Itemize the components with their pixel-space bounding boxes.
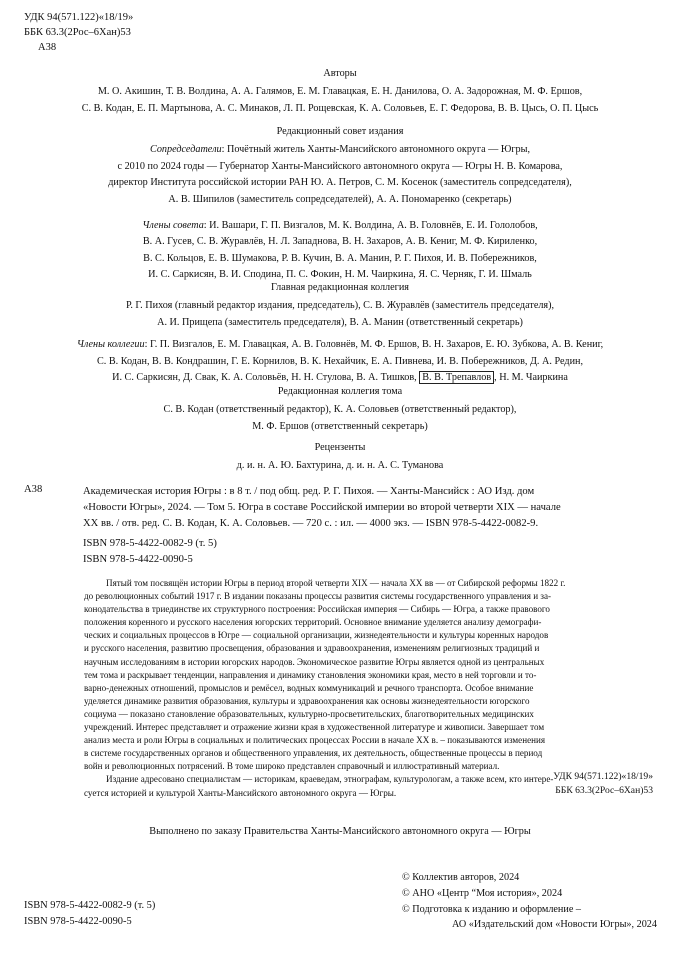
isbn-line: ISBN 978-5-4422-0082-9 (т. 5): [24, 900, 156, 911]
bibliography-line: XX вв. / отв. ред. С. В. Кодан, К. А. Соловьев. — 720 с. : ил. — 4000 экз. — ISBN 978-5-4422-0082-9.: [83, 518, 539, 529]
abstract-line: и русского населения, развитию просвещения, образования и здравоохранения, изменениям религиозных традиций и: [84, 643, 540, 654]
abstract-line: конодательства в триединстве их структурного построения: Российская империя — Сибирь — Югра, а также правового: [84, 604, 550, 615]
abstract-line: Пятый том посвящён истории Югры в период второй четверти XIX — начала XX вв — от Сибирской реформы 1822 г.: [106, 578, 566, 588]
isbn-line: ISBN 978-5-4422-0090-5: [83, 554, 193, 565]
main-board-section: [40, 280, 640, 386]
abstract-line: социума — показано становление образовательных, культурно-просветительских, благотворительных медицинских: [84, 708, 534, 719]
cochairs-label: Сопредседатели: [149, 144, 222, 156]
editorial-council-section: [40, 124, 640, 284]
abstract-line: в системе государственных органов и общественного управления, их деятельность, общественные процессы в период: [84, 748, 543, 759]
board-members-label: Члены коллегии: [76, 339, 145, 351]
cochairs-text: : Почётный житель Ханты-Мансийского автономного округа — Югры,: [221, 144, 531, 156]
bbk-code: ББК 63.3(2Рос–6Хан)53: [24, 27, 131, 38]
main-board-line: Р. Г. Пихоя (главный редактор издания, председатель), С. В. Журавлёв (заместитель председателя),: [125, 300, 555, 312]
abstract-line: научным исследованиям в истории югорских народов. Экономическое развитие Югры является одной из центральных: [84, 656, 545, 667]
reviewers-line: д. и. н. А. Ю. Бахтурина, д. и. н. А. С. Туманова: [236, 460, 444, 472]
council-members-line: [40, 218, 640, 234]
volume-board-line: М. Ф. Ершов (ответственный секретарь): [252, 420, 428, 432]
cochairs-line: директор Института российской истории РАН Ю. А. Петров, С. М. Косенок (заместитель сопредседателя),: [108, 177, 572, 189]
abstract: [84, 577, 656, 800]
copyright-line: © Коллектив авторов, 2024: [402, 872, 520, 883]
board-members-text: И. С. Саркисян, Д. Свак, К. А. Соловьёв, Н. Н. Стулова, В. А. Тишков,: [112, 372, 420, 384]
board-members-text: , Н. М. Чаиркина: [494, 372, 568, 384]
editorial-council-heading: Редакционный совет издания: [276, 126, 404, 137]
commission-note: Выполнено по заказу Правительства Ханты-Мансийского автономного округа — Югры: [149, 826, 531, 837]
abstract-line: варно-денежных отношений, промыслов и ремёсел, водных коммуникаций и речного транспорта. Особое внимание: [84, 682, 534, 693]
council-members-line: В. С. Кольцов, Е. В. Шумакова, Р. В. Кучин, В. А. Манин, Р. Г. Пихоя, И. В. Побережников,: [143, 252, 537, 264]
authors-heading: Авторы: [323, 68, 357, 79]
copyright-line: АО «Издательский дом «Новости Югры», 2024: [452, 919, 657, 931]
council-members-line: И. С. Саркисян, В. И. Сподина, П. С. Фокин, Н. М. Чаиркина, Я. С. Черняк, Г. И. Шмаль: [148, 269, 532, 281]
reviewers-heading: Рецензенты: [314, 442, 366, 453]
abstract-line: войн и революционных потрясений. В томе широко представлен справочный и иллюстративный материал.: [84, 761, 500, 772]
abstract-line: ческих и социальных процессов в Югре — социальной организации, жизнедеятельности и культуры коренных народов: [84, 630, 549, 641]
audience-line: суется историей и культурой Ханты-Мансийского автономного округа — Югры.: [84, 787, 397, 798]
council-members-text: : И. Вашари, Г. П. Визгалов, М. К. Волдина, А. В. Головнёв, Е. И. Гололобов,: [203, 220, 538, 232]
council-members-line: В. А. Гусев, С. В. Журавлёв, Н. Л. Западнова, В. Н. Захаров, А. В. Кениг, М. Ф. Кириленко,: [142, 236, 538, 248]
council-members-label: Члены совета: [142, 220, 204, 232]
highlighted-name: В. В. Трепавлов: [419, 371, 494, 384]
bibliography-line: Академическая история Югры : в 8 т. / под общ. ред. Р. Г. Пихоя. — Ханты-Мансийск : АО Изд. дом: [83, 486, 535, 497]
authors-line: М. О. Акишин, Т. В. Волдина, А. А. Галямов, Е. М. Главацкая, Е. Н. Данилова, О. А. Задорожная, М. Ф. Ершов,: [97, 86, 583, 98]
volume-board-line: С. В. Кодан (ответственный редактор), К. А. Соловьев (ответственный редактор),: [163, 404, 517, 416]
volume-board-heading: Редакционная коллегия тома: [277, 386, 403, 397]
volume-board-section: [40, 384, 640, 435]
authors-section: [40, 66, 640, 117]
isbn-block: [83, 536, 217, 568]
bibliography-line: «Новости Югры», 2024. — Том 5. Югра в составе Российской империи во второй четверти XIX — начале: [83, 502, 561, 513]
abstract-line: до революционных событий 1917 г. В издании показаны процессы развития системы государственного управления и за-: [84, 591, 552, 602]
copyright-line: © АНО «Центр “Моя история», 2024: [402, 887, 563, 899]
authors-line: С. В. Кодан, Е. П. Мартынова, А. С. Минаков, Л. П. Рощевская, К. А. Соловьев, Е. Г. Федорова, В. В. Цысь, О. П. Цысь: [81, 102, 599, 114]
abstract-line: уделяется динамике развития образования, культуры и здравоохранения как основы жизнедеятельности югорского: [84, 695, 530, 706]
classification-codes: [24, 10, 133, 55]
classification-codes-repeat: [540, 770, 653, 798]
isbn-line: ISBN 978-5-4422-0082-9 (т. 5): [83, 538, 217, 549]
udk-code: УДК 94(571.122)«18/19»: [24, 12, 134, 23]
bbk-code: ББК 63.3(2Рос–6Хан)53: [555, 785, 653, 796]
abstract-line: анализ места и роли Югры в социальных и политических процессах России в начале XX в. – показываются изменения: [84, 735, 546, 746]
cochairs-line: [40, 142, 640, 158]
main-board-heading: Главная редакционная коллегия: [271, 282, 409, 293]
abstract-line: положения коренного и русского населения югорских территорий. Основное внимание уделяется анализу демографи-: [84, 617, 542, 628]
cochairs-line: с 2010 по 2024 годы — Губернатор Ханты-Мансийского автономного округа — Югры Н. В. Комарова,: [117, 160, 563, 172]
author-mark: А38: [38, 42, 57, 53]
udk-code: УДК 94(571.122)«18/19»: [553, 771, 653, 782]
abstract-line: учреждений. Интерес представляет и отражение жизни края в художественной литературе и живописи. Завершает том: [84, 722, 545, 733]
audience-line: Издание адресовано специалистам — историкам, краеведам, этнографам, культурологам, а также всем, кто интере-: [106, 774, 554, 785]
board-members-line: С. В. Кодан, В. В. Кондрашин, Г. Е. Корнилов, В. К. Нехайчик, Е. А. Пивнева, И. В. Побережников, Д. А. Редин,: [96, 355, 584, 367]
bibliography-mark: А38: [24, 484, 43, 495]
bibliographic-record: [83, 484, 653, 532]
cochairs-line: А. В. Шипилов (заместитель сопредседателей), А. А. Пономаренко (секретарь): [168, 193, 512, 205]
isbn-line: ISBN 978-5-4422-0090-5: [24, 916, 132, 927]
copyright-block: [402, 870, 657, 933]
abstract-line: тем тома и раскрывает тенденции, направления и динамику становления экономики края, место в ней торговли и то-: [84, 669, 537, 680]
board-members-text: : Г. П. Визгалов, Е. М. Главацкая, А. В. Головнёв, М. Ф. Ершов, В. Н. Захаров, Е. Ю. Зубкова, А. В. Кениг,: [144, 339, 604, 351]
copyright-line: © Подготовка к изданию и оформление –: [402, 903, 581, 915]
main-board-line: А. И. Прищепа (заместитель председателя), В. А. Манин (ответственный секретарь): [157, 316, 523, 328]
isbn-bottom-block: [24, 898, 155, 930]
reviewers-section: [40, 440, 640, 475]
board-members-line: [40, 337, 640, 353]
